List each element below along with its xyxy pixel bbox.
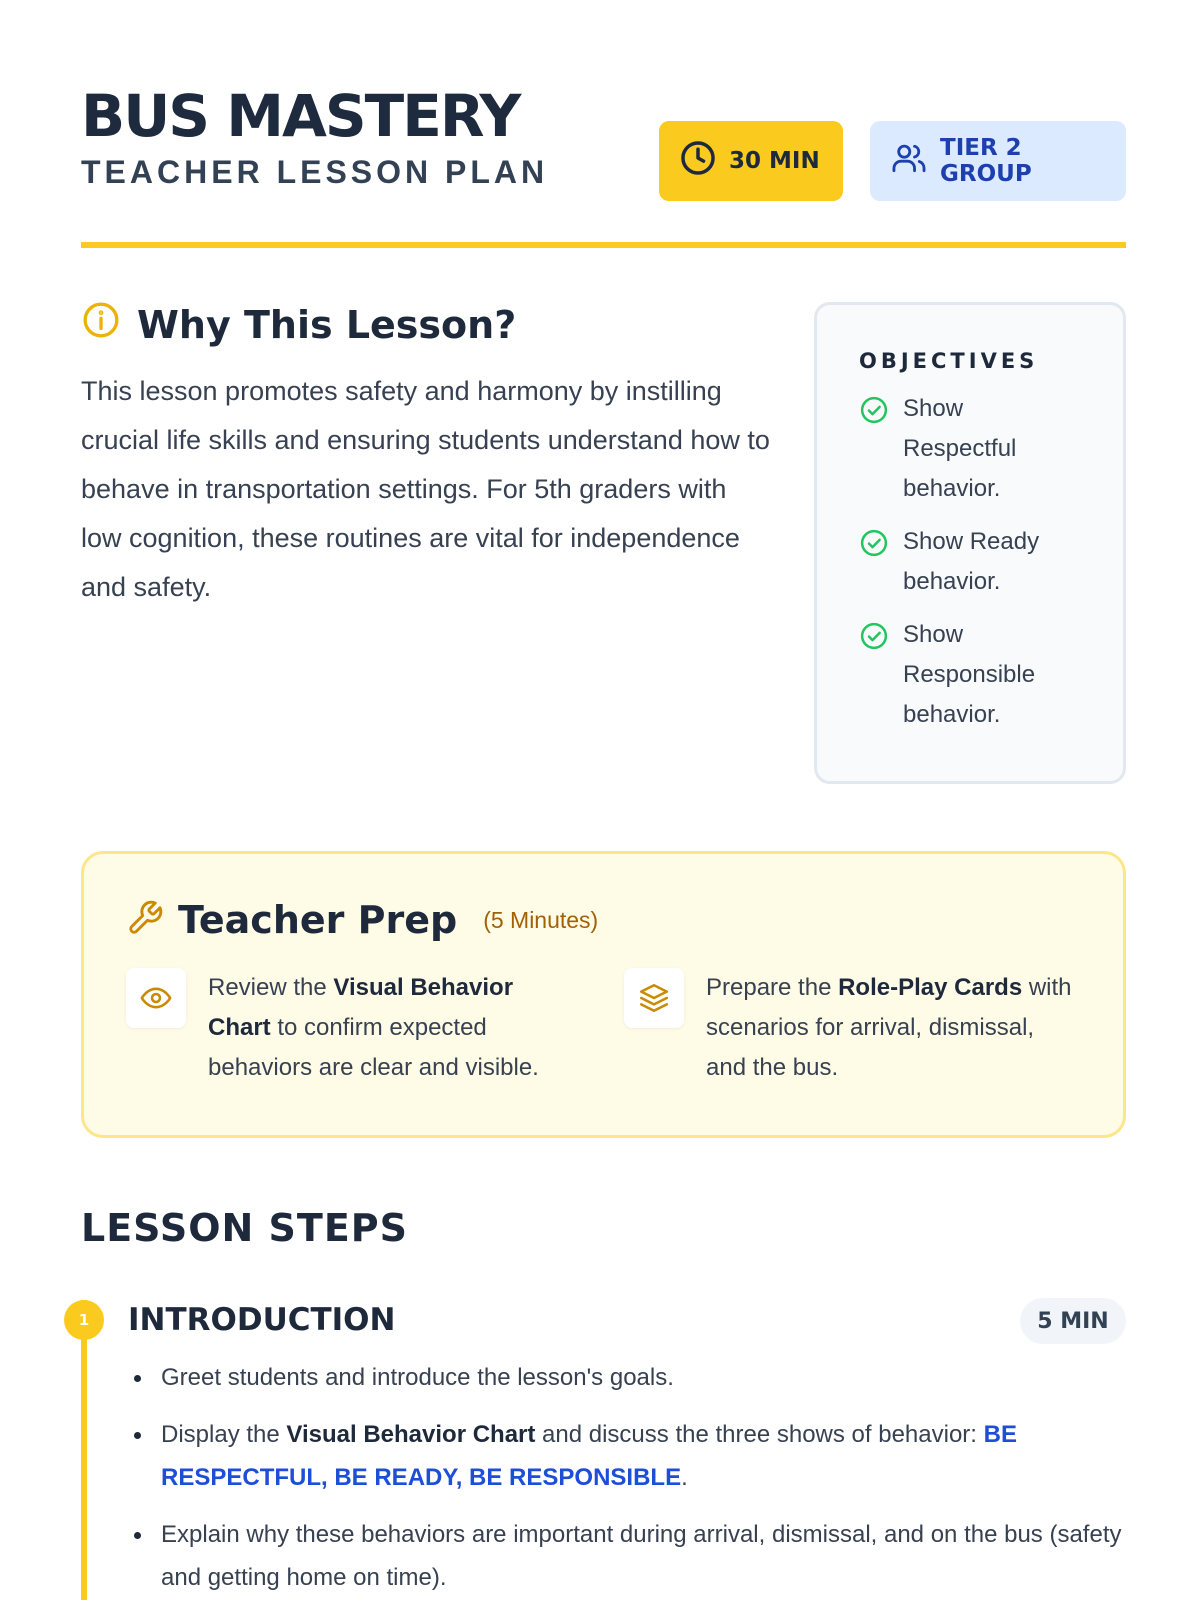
step-title: INTRODUCTION (128, 1302, 396, 1338)
prep-items (126, 968, 1081, 1088)
objectives-list (859, 389, 1103, 735)
check-circle-icon (859, 522, 889, 602)
check-circle-icon (859, 389, 889, 509)
prep-item-cards (624, 968, 1074, 1088)
users-icon (890, 139, 928, 183)
page-title: BUS MASTERY (81, 82, 520, 150)
objectives-card (814, 302, 1126, 784)
why-title: Why This Lesson? (137, 302, 517, 347)
prep-item-text: Prepare the Role-Play Cards with scenarios for arrival, dismissal, and the bus. (706, 974, 1072, 1081)
timeline-line (81, 1300, 87, 1600)
prep-item-text: Review the Visual Behavior Chart to confirm expected behaviors are clear and visible. (208, 974, 539, 1081)
objectives-title: OBJECTIVES (859, 349, 1039, 373)
prep-title: Teacher Prep (178, 898, 458, 942)
objective-item (859, 615, 1103, 735)
list-item: Display the Visual Behavior Chart and discuss the three shows of behavior: BE RESPECTFUL, BE READY, BE RESPONSIBLE. (128, 1413, 1128, 1499)
eye-icon (126, 968, 186, 1028)
why-section (81, 300, 771, 612)
lesson-steps-title: LESSON STEPS (81, 1206, 409, 1250)
teacher-prep-card (81, 851, 1126, 1138)
why-heading (81, 300, 771, 349)
lesson-header (81, 84, 1123, 254)
wrench-icon (126, 899, 164, 941)
objective-text: Show Responsible behavior. (903, 621, 1036, 728)
step-number: 1 (64, 1300, 104, 1340)
objective-text: Show Respectful behavior. (903, 395, 1017, 502)
prep-item-chart (126, 968, 576, 1088)
check-circle-icon (859, 615, 889, 735)
layers-icon (624, 968, 684, 1028)
list-item: Greet students and introduce the lesson's goals. (128, 1356, 1128, 1399)
why-body: This lesson promotes safety and harmony by instilling crucial life skills and ensuring students understand how to behave in transportation settings. For 5th graders with low cognition, these routines are vital for independence and safety. (81, 376, 770, 602)
prep-duration: (5 Minutes) (483, 906, 599, 933)
group-badge (870, 121, 1126, 201)
step-bullets (128, 1356, 1128, 1600)
info-icon (81, 300, 121, 349)
group-label: TIER 2 GROUP (940, 135, 1032, 187)
page-subtitle: TEACHER LESSON PLAN (81, 154, 549, 190)
step-duration-badge: 5 MIN (1020, 1298, 1126, 1344)
duration-label: 30 MIN (729, 148, 820, 174)
prep-heading (126, 898, 1081, 942)
list-item: Explain why these behaviors are important during arrival, dismissal, and on the bus (safety and getting home on time). (128, 1513, 1128, 1599)
objective-text: Show Ready behavior. (903, 528, 1040, 595)
duration-badge (659, 121, 843, 201)
header-divider (81, 242, 1126, 248)
objective-item (859, 522, 1103, 602)
clock-icon (679, 139, 717, 183)
objective-item (859, 389, 1103, 509)
